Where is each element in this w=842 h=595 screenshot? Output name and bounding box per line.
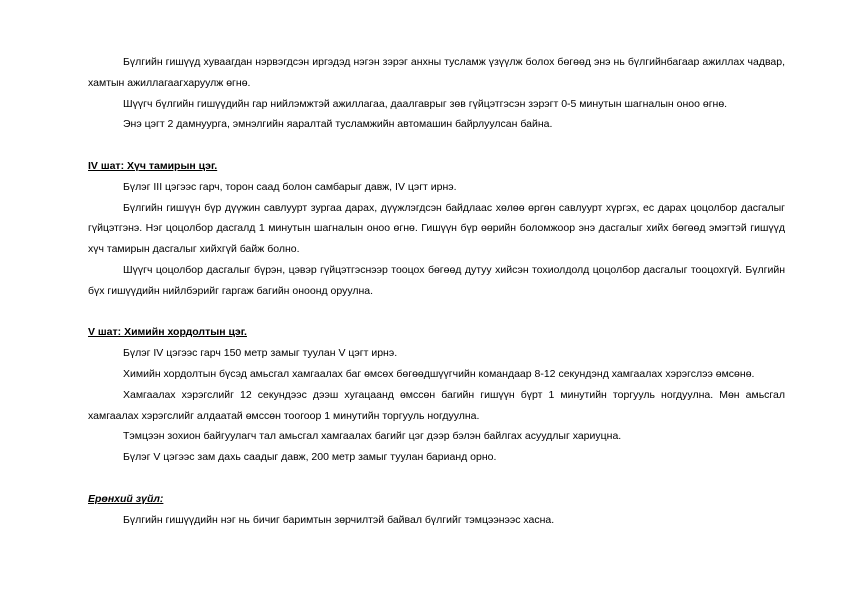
- document-body: [88, 52, 785, 530]
- spacer: [88, 135, 785, 156]
- section-heading-iv: IV шат: Хүч тамирын цэг.: [88, 159, 218, 172]
- paragraph: Бүлгийн гишүүн бүр дүүжин савлуурт зургаа дарах, дүүжлэгдсэн байдлаас хөлөө өргөн савлуурт хүргэх, ес дарах цоцолбор дасгалыг гүйцэтгэнэ. Нэг цоцолбор дасгалд 1 минутын шагналын оноо өгнө. Гишүүн бүр өөрийн боломжоор энэ дасгалыг хийх бөгөөд эмэгтэй гишүүд хүч тамирын дасгалыг хийхгүй байж болно.: [88, 201, 785, 256]
- paragraph: Бүлгийн гишүүдийн нэг нь бичиг баримтын зөрчилтэй байвал бүлгийг тэмцээнээс хасна.: [123, 513, 555, 526]
- spacer: [88, 468, 785, 489]
- paragraph: Бүлэг V цэгээс зам дахь саадыг давж, 200 метр замыг туулан барианд орно.: [123, 451, 497, 464]
- paragraph: Хамгаалах хэрэгслийг 12 секундээс дээш хугацаанд өмссөн багийн гишүүн бүрт 1 минутийн торгууль ногдуулна. Мөн амьсгал хамгаалах хэрэгслийг алдаатай өмссөн тоогоор 1 минутийн торгууль ногдуулна.: [88, 388, 785, 422]
- paragraph: Бүлгийн гишүүд хуваагдан нэрвэгдсэн иргэдэд нэгэн зэрэг анхны тусламж үзүүлж болох бөгөөд энэ нь бүлгийнбагаар ажиллах чадвар, хамтын ажиллагаагхаруулж өгнө.: [88, 56, 785, 89]
- paragraph: Шүүгч бүлгийн гишүүдийн гар нийлэмжтэй ажиллагаа, даалгаврыг зөв гүйцэтгэсэн зэрэгт 0-5 минутын шагналын оноо өгнө.: [123, 97, 728, 110]
- paragraph: Тэмцээн зохион байгуулагч тал амьсгал хамгаалах багийг цэг дээр бэлэн байлгах асуудлыг хариуцна.: [123, 430, 622, 443]
- section-heading-v: V шат: Химийн хордолтын цэг.: [88, 326, 247, 339]
- paragraph: Шүүгч цоцолбор дасгалыг бүрэн, цэвэр гүйцэтгэснээр тооцох бөгөөд дутуу хийсэн тохиолдолд цоцолбор дасгалыг тооцохгүй. Бүлгийн бүх гишүүдийн нийлбэрийг гаргаж багийн оноонд оруулна.: [88, 263, 785, 297]
- spacer: [88, 302, 785, 323]
- paragraph: Бүлэг IV цэгээс гарч 150 метр замыг туулан V цэгт ирнэ.: [123, 347, 398, 360]
- paragraph: Бүлэг III цэгээс гарч, торон саад болон самбарыг давж, IV цэгт ирнэ.: [123, 180, 457, 193]
- section-heading-general: Ерөнхий зүйл:: [88, 492, 164, 505]
- paragraph: Химийн хордолтын бүсэд амьсгал хамгаалах баг өмсөх бөгөөдшүүгчийн командаар 8-12 секундэнд хамгаалах хэрэгслээ өмсөнө.: [123, 367, 755, 380]
- paragraph: Энэ цэгт 2 дамнуурга, эмнэлгийн яаралтай тусламжийн автомашин байрлуулсан байна.: [123, 118, 553, 131]
